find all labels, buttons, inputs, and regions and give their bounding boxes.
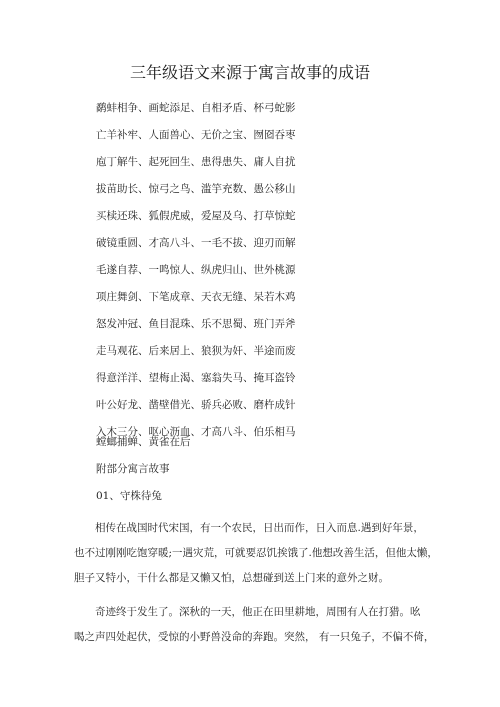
page-title: 三年级语文来源于寓言故事的成语 xyxy=(129,63,370,82)
idiom-line: 项庄舞剑、下笔成章、天衣无缝、呆若木鸡 xyxy=(96,291,296,303)
idiom-line: 亡羊补牢、人面兽心、无价之宝、囫囵吞枣 xyxy=(96,129,296,141)
idiom-line: 入木三分、呕心沥血、才高八斗、伯乐相马 xyxy=(96,426,296,438)
idiom-line-last: 螳螂捕蝉、黄雀在后 xyxy=(96,436,191,448)
section-heading: 附部分寓言故事 xyxy=(96,463,170,475)
idiom-line: 买椟还珠、狐假虎威，爱屋及乌、打草惊蛇 xyxy=(96,210,296,222)
story-paragraph-1 xyxy=(74,516,444,591)
paragraph-line: 相传在战国时代宋国，有一个农民，日出而作，日入而息.遇到好年景， xyxy=(95,522,424,534)
idiom-line: 怒发冲冠、鱼目混珠、乐不思蜀、班门弄斧 xyxy=(96,318,296,330)
idiom-line: 破镜重圆、才高八斗、一毛不拔、迎刃而解 xyxy=(96,237,296,249)
story-heading: 01、守株待兔 xyxy=(96,490,162,502)
paragraph-line: 胆子又特小，干什么都是又懒又怕，总想碰到送上门来的意外之财。 xyxy=(74,572,389,584)
paragraph-line: 也不过刚刚吃饱穿暖;一遇灾荒，可就要忍饥挨饿了.他想改善生活，但他太懒， xyxy=(74,547,438,559)
idiom-line: 拔苗助长、惊弓之鸟、滥竽充数、愚公移山 xyxy=(96,183,296,195)
idiom-line: 鹬蚌相争、画蛇添足、自相矛盾、杯弓蛇影 xyxy=(96,102,296,114)
idiom-line: 叶公好龙、凿壁借光、骄兵必败、磨杵成针 xyxy=(96,399,296,411)
idiom-line: 毛遂自荐、一鸣惊人、纵虎归山、世外桃源 xyxy=(96,264,296,276)
paragraph-line: 奇迹终于发生了。深秋的一天，他正在田里耕地，周围有人在打猎。吆 xyxy=(95,606,421,618)
idiom-line: 庖丁解牛、起死回生、患得患失、庸人自扰 xyxy=(96,156,296,168)
idiom-list xyxy=(96,95,296,446)
story-paragraph-2 xyxy=(74,600,444,650)
paragraph-line: 喝之声四处起伏，受惊的小野兽没命的奔跑。突然， 有一只兔子，不偏不倚， xyxy=(74,631,435,643)
idiom-line: 得意洋洋、望梅止渴、塞翁失马、掩耳盗铃 xyxy=(96,372,296,384)
idiom-line: 走马观花、后来居上、狼狈为奸、半途而废 xyxy=(96,345,296,357)
